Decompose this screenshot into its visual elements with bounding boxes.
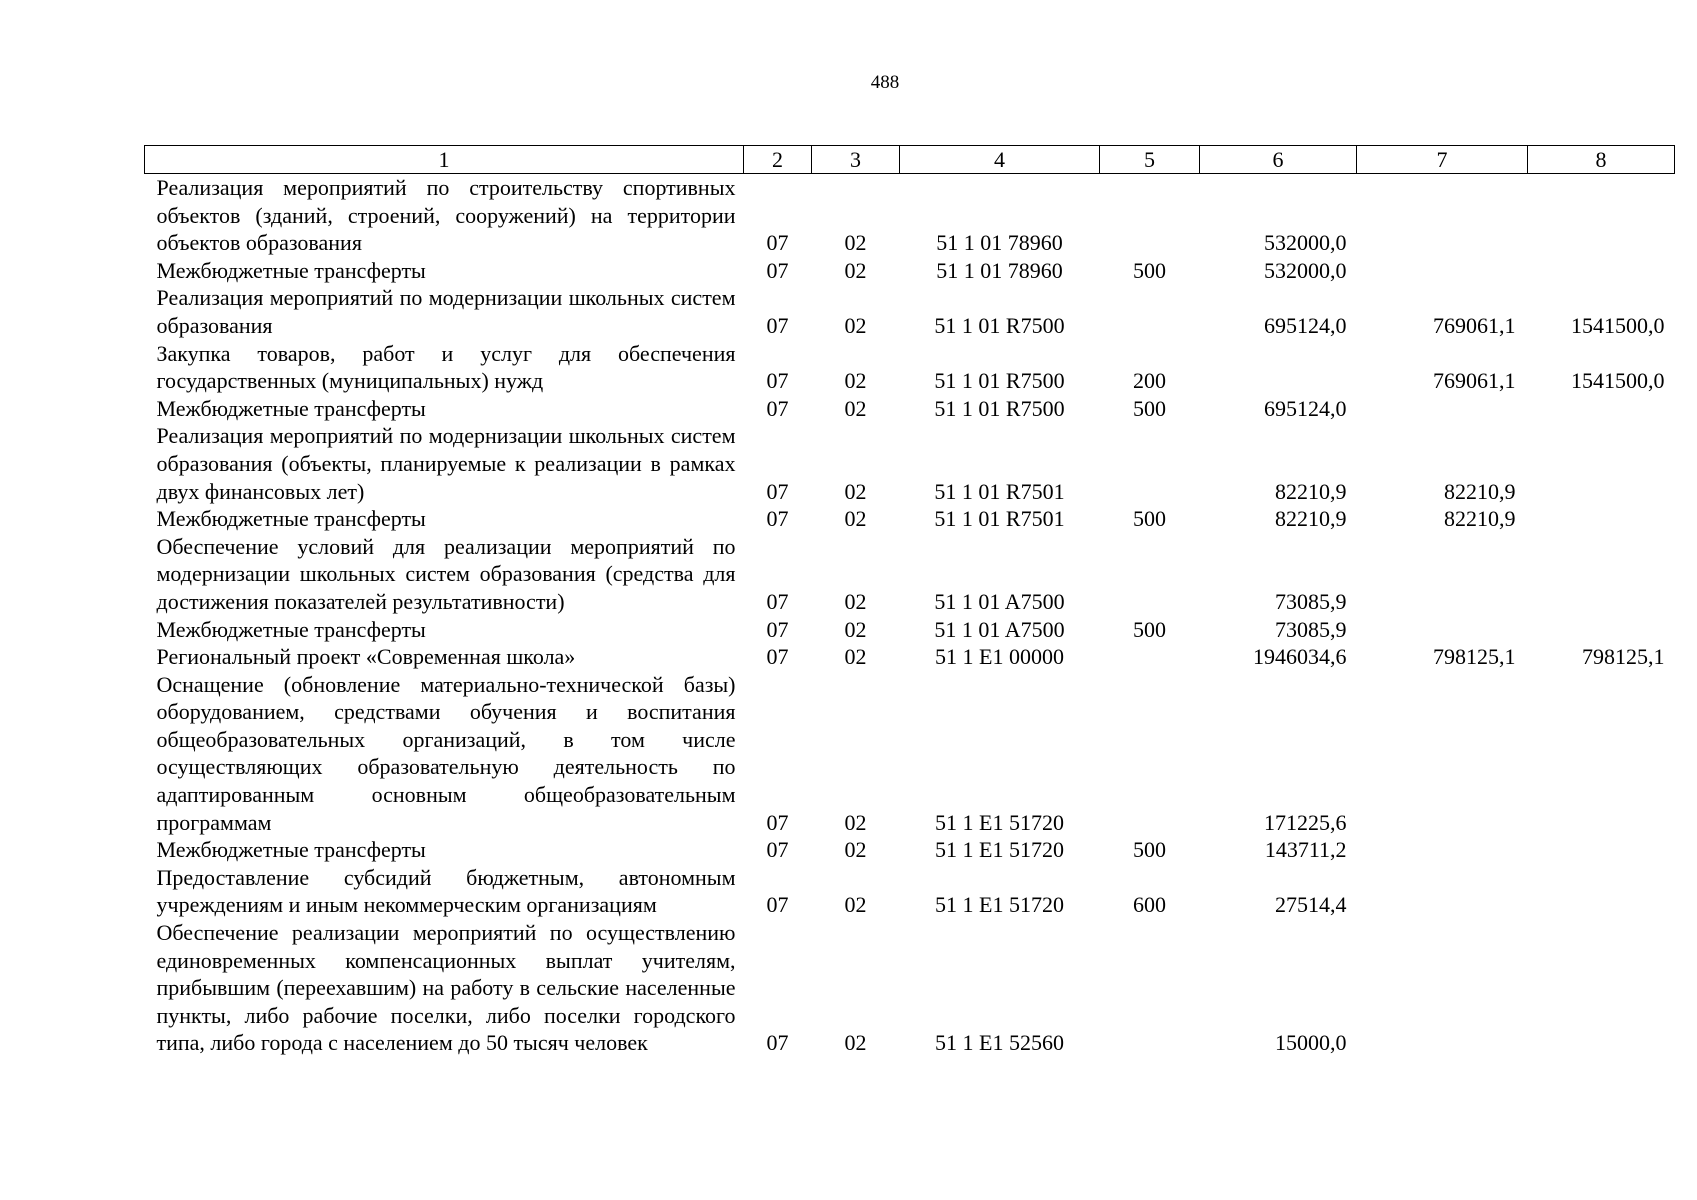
row-section: 07 <box>766 506 789 532</box>
row-amount-col6: 532000,0 <box>1264 257 1347 283</box>
row-target-article: 51 1 01 R7500 <box>934 395 1065 421</box>
row-subsection: 02 <box>844 644 867 670</box>
row-section: 07 <box>766 230 789 256</box>
row-expense-type: 200 <box>1133 368 1166 394</box>
row-target-article: 51 1 E1 51720 <box>935 892 1064 918</box>
row-section: 07 <box>766 644 789 670</box>
row-target-article: 51 1 01 R7501 <box>934 506 1065 532</box>
row-name: Реализация мероприятий по модернизации школьных систем образования <box>156 285 736 338</box>
header-col-5: 5 <box>1100 146 1200 174</box>
row-amount-col8 <box>1528 257 1675 285</box>
row-target-article: 51 1 E1 00000 <box>935 644 1064 670</box>
table-row <box>145 671 1675 837</box>
row-section: 07 <box>766 312 789 338</box>
row-amount-col6: 82210,9 <box>1275 506 1347 532</box>
row-amount-col6: 73085,9 <box>1275 616 1347 642</box>
row-section: 07 <box>766 257 789 283</box>
row-name: Обеспечение условий для реализации мероприятий по модернизации школьных систем образования (средства для достижения показателей результативности) <box>156 533 736 614</box>
table-row <box>145 284 1675 339</box>
row-name: Обеспечение реализации мероприятий по осуществлению единовременных компенсационных выплат учителям, прибывшим (переехавшим) на работу в сельские населенные пункты, либо рабочие поселки, либо поселки городского типа, либо города с населением до 50 тысяч человек <box>156 920 736 1056</box>
row-subsection: 02 <box>844 1030 867 1056</box>
row-subsection: 02 <box>844 230 867 256</box>
table-header <box>145 146 1675 174</box>
row-expense-type <box>1100 533 1200 616</box>
row-amount-col7 <box>1357 174 1528 257</box>
header-col-1: 1 <box>145 146 744 174</box>
row-amount-col6: 27514,4 <box>1275 892 1347 918</box>
row-expense-type <box>1100 643 1200 671</box>
row-amount-col7 <box>1357 671 1528 837</box>
row-amount-col6: 73085,9 <box>1275 588 1347 614</box>
row-amount-col7 <box>1357 395 1528 423</box>
row-subsection: 02 <box>844 809 867 835</box>
row-amount-col8 <box>1528 505 1675 533</box>
row-subsection: 02 <box>844 395 867 421</box>
row-target-article: 51 1 01 A7500 <box>934 616 1065 642</box>
row-amount-col8: 798125,1 <box>1582 644 1665 670</box>
row-section: 07 <box>766 892 789 918</box>
row-target-article: 51 1 01 R7500 <box>934 368 1065 394</box>
row-subsection: 02 <box>844 368 867 394</box>
table-row <box>145 395 1675 423</box>
row-name: Оснащение (обновление материально-технической базы) оборудованием, средствами обучения и воспитания общеобразовательных организаций, в том числе осуществляющих образовательную деятельность по адаптированным основным общеобразовательным программам <box>156 671 736 835</box>
header-col-7: 7 <box>1357 146 1528 174</box>
row-amount-col6: 532000,0 <box>1264 230 1347 256</box>
row-section: 07 <box>766 368 789 394</box>
table-row <box>145 836 1675 864</box>
row-amount-col8: 1541500,0 <box>1571 312 1665 338</box>
row-expense-type: 600 <box>1133 892 1166 918</box>
row-name: Межбюджетные трансферты <box>156 506 426 532</box>
row-name: Предоставление субсидий бюджетным, автономным учреждениям и иным некоммерческим организациям <box>156 864 736 918</box>
row-amount-col7 <box>1357 864 1528 919</box>
row-subsection: 02 <box>844 588 867 614</box>
row-amount-col7: 769061,1 <box>1433 312 1516 338</box>
row-amount-col8 <box>1528 533 1675 616</box>
row-name: Реализация мероприятий по модернизации школьных систем образования (объекты, планируемые к реализации в рамках двух финансовых лет) <box>156 423 736 504</box>
table-row <box>145 340 1675 395</box>
row-amount-col8 <box>1528 422 1675 505</box>
row-amount-col6: 82210,9 <box>1275 478 1347 504</box>
row-target-article: 51 1 01 78960 <box>936 230 1063 256</box>
row-subsection: 02 <box>844 892 867 918</box>
row-expense-type <box>1100 174 1200 257</box>
row-section: 07 <box>766 837 789 863</box>
row-amount-col6: 695124,0 <box>1264 395 1347 421</box>
header-col-4: 4 <box>900 146 1100 174</box>
table-body <box>145 174 1675 1058</box>
header-col-6: 6 <box>1200 146 1357 174</box>
row-subsection: 02 <box>844 506 867 532</box>
row-amount-col7 <box>1357 836 1528 864</box>
row-amount-col6 <box>1200 340 1357 395</box>
row-name: Межбюджетные трансферты <box>156 837 426 863</box>
row-amount-col6: 695124,0 <box>1264 312 1347 338</box>
table-row <box>145 616 1675 644</box>
row-amount-col8 <box>1528 836 1675 864</box>
page-number: 488 <box>870 72 900 93</box>
table-row <box>145 257 1675 285</box>
row-expense-type <box>1100 422 1200 505</box>
header-row <box>145 146 1675 174</box>
row-target-article: 51 1 E1 51720 <box>935 809 1064 835</box>
row-section: 07 <box>766 616 789 642</box>
row-subsection: 02 <box>844 312 867 338</box>
table-row <box>145 919 1675 1057</box>
row-subsection: 02 <box>844 257 867 283</box>
row-amount-col6: 1946034,6 <box>1253 644 1347 670</box>
row-amount-col7: 769061,1 <box>1433 368 1516 394</box>
row-section: 07 <box>766 588 789 614</box>
row-amount-col6: 143711,2 <box>1264 837 1347 863</box>
row-target-article: 51 1 01 78960 <box>936 257 1063 283</box>
row-target-article: 51 1 01 A7500 <box>934 588 1065 614</box>
row-subsection: 02 <box>844 478 867 504</box>
table-row <box>145 643 1675 671</box>
row-amount-col7 <box>1357 919 1528 1057</box>
row-amount-col7 <box>1357 257 1528 285</box>
row-name: Реализация мероприятий по строительству спортивных объектов (зданий, строений, сооружений) на территории объектов образования <box>156 175 736 256</box>
row-section: 07 <box>766 395 789 421</box>
table-row <box>145 864 1675 919</box>
row-expense-type <box>1100 919 1200 1057</box>
row-amount-col6: 15000,0 <box>1275 1030 1347 1056</box>
row-amount-col8: 1541500,0 <box>1571 368 1665 394</box>
row-target-article: 51 1 E1 51720 <box>935 837 1064 863</box>
row-amount-col7: 82210,9 <box>1444 506 1516 532</box>
row-amount-col8 <box>1528 864 1675 919</box>
row-expense-type: 500 <box>1133 395 1166 421</box>
row-expense-type <box>1100 671 1200 837</box>
header-col-3: 3 <box>812 146 900 174</box>
row-amount-col8 <box>1528 174 1675 257</box>
row-target-article: 51 1 01 R7501 <box>934 478 1065 504</box>
row-expense-type <box>1100 284 1200 339</box>
row-target-article: 51 1 E1 52560 <box>935 1030 1064 1056</box>
row-name: Закупка товаров, работ и услуг для обеспечения государственных (муниципальных) нужд <box>156 340 736 394</box>
table-row <box>145 505 1675 533</box>
row-expense-type: 500 <box>1133 506 1166 532</box>
row-amount-col8 <box>1528 616 1675 644</box>
row-amount-col8 <box>1528 671 1675 837</box>
row-amount-col7 <box>1357 533 1528 616</box>
row-name: Региональный проект «Современная школа» <box>156 644 576 670</box>
row-amount-col6: 171225,6 <box>1264 809 1347 835</box>
row-subsection: 02 <box>844 837 867 863</box>
row-amount-col8 <box>1528 395 1675 423</box>
row-amount-col8 <box>1528 919 1675 1057</box>
row-expense-type: 500 <box>1133 257 1166 283</box>
row-subsection: 02 <box>844 616 867 642</box>
header-col-8: 8 <box>1528 146 1675 174</box>
row-expense-type: 500 <box>1133 616 1166 642</box>
row-name: Межбюджетные трансферты <box>156 257 426 283</box>
table-row <box>145 422 1675 505</box>
row-section: 07 <box>766 809 789 835</box>
row-target-article: 51 1 01 R7500 <box>934 312 1065 338</box>
row-section: 07 <box>766 478 789 504</box>
row-expense-type: 500 <box>1133 837 1166 863</box>
header-col-2: 2 <box>744 146 812 174</box>
row-amount-col7: 82210,9 <box>1444 478 1516 504</box>
row-name: Межбюджетные трансферты <box>156 395 426 421</box>
table-row <box>145 533 1675 616</box>
row-amount-col7 <box>1357 616 1528 644</box>
budget-table <box>144 145 1675 1057</box>
row-amount-col7: 798125,1 <box>1433 644 1516 670</box>
table-row <box>145 174 1675 257</box>
row-name: Межбюджетные трансферты <box>156 616 426 642</box>
row-section: 07 <box>766 1030 789 1056</box>
